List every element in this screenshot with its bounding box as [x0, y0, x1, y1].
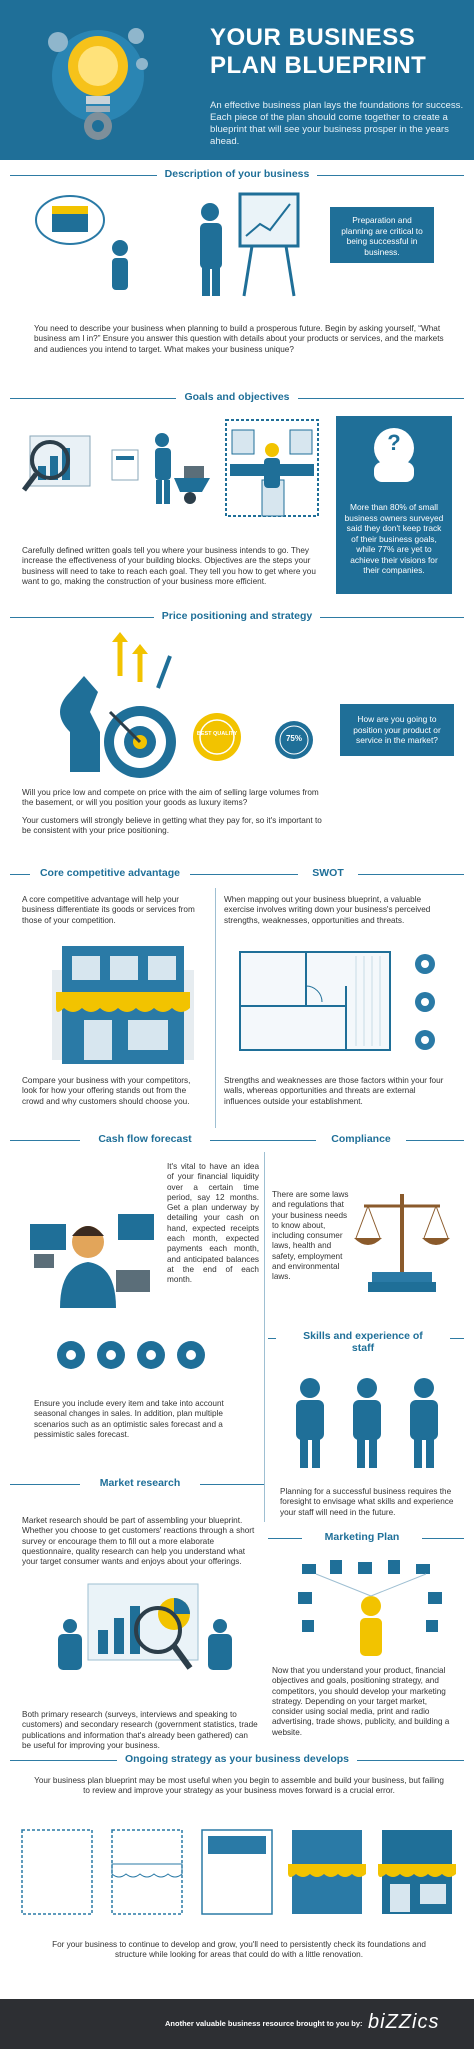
goals-callout-text: More than 80% of small business owners surveyed said they don't keep track of their business goals, while 77% are yet to achieve their visions for their companies. — [344, 502, 444, 575]
section-heading-pricing: Price positioning and strategy — [0, 610, 474, 622]
worker-wheelbarrow-illustration — [150, 430, 220, 510]
marketing-icons-cluster — [296, 1556, 446, 1666]
compliance-body: There are some laws and regulations that your business needs to know about, including consumer laws, health and safety, employment and environmental laws. — [272, 1190, 349, 1282]
page-title: YOUR BUSINESS PLAN BLUEPRINT — [210, 24, 427, 79]
pricing-callout: How are you going to position your product or service in the market? — [340, 704, 454, 756]
section-heading-ongoing: Ongoing strategy as your business develops — [0, 1753, 474, 1765]
pricing-body-1: Will you price low and compete on price with the aim of selling large volumes from the basement, or will you position your goods as luxury items? — [22, 788, 319, 808]
question-mark: ? — [387, 430, 401, 455]
magnifier-chart-illustration — [20, 420, 140, 510]
section-heading-staff: Skills and experience of staff — [276, 1330, 450, 1354]
hero-banner — [0, 0, 474, 160]
store-progression-illustration — [18, 1820, 458, 1920]
section-heading-market: Market research — [80, 1477, 200, 1489]
column-divider — [215, 888, 216, 1128]
description-callout: Preparation and planning are critical to being successful in business. — [330, 207, 434, 263]
cashflow-body-2: Ensure you include every item and take into account seasonal changes in sales. In addition, plan multiple scenarios such as an optimistic sales forecast and a pessimistic sales forecast. — [34, 1399, 224, 1439]
scales-of-justice-icon — [352, 1186, 452, 1296]
market-body-1: Market research should be part of assembling your blueprint. Whether you choose to get customers' reactions through a short survey or encourage them to fill out a more elaborate questionnaire, quality research can help you understand what your target consumer wants and enjoys about your offerings. — [22, 1516, 255, 1567]
lightbulb-gears-icon — [38, 14, 158, 144]
section-heading-goals: Goals and objectives — [0, 391, 474, 403]
pricing-body-2: Your customers will strongly believe in getting what they pay for, so it's important to be consistent with your price positioning. — [22, 816, 322, 836]
gear-icons-column — [412, 952, 438, 1052]
best-quality-badge-icon — [192, 712, 242, 762]
section-heading-advantage: Core competitive advantage — [30, 867, 190, 879]
ongoing-body-1: Your business plan blueprint may be most useful when you begin to assemble and build your business, but failing to review and improve your strategy as your business moves forward is a crucial error. — [34, 1776, 444, 1796]
marketing-body: Now that you understand your product, financial objectives and goals, positioning strategy, and competitors, you should develop your marketing strategy. Depending on your target market, consider using social media, print and radio advertising, trade shows, publicity, and building a website. — [272, 1666, 450, 1737]
goals-callout — [336, 416, 452, 594]
section-heading-marketing: Marketing Plan — [302, 1531, 422, 1543]
column-divider — [264, 1152, 265, 1522]
advantage-body-2: Compare your business with your competitors, look for how your offering stands out from the crowd and why customers should choose you. — [22, 1076, 191, 1106]
person-computers-illustration — [30, 1196, 156, 1316]
cashflow-body-1: It's vital to have an idea of your financial liquidity over a certain time period, say 12 months. Get a plan underway by detailing your cash on hand, expected receipts each month, expected payments each month, and anticipated balances at the end of each month. — [167, 1162, 259, 1285]
staff-team-illustration — [292, 1376, 442, 1472]
swot-body-2: Strengths and weaknesses are those factors within your four walls, whereas opportunities and threats are external influences outside your establishment. — [224, 1076, 444, 1106]
weather-icons-row — [56, 1340, 236, 1370]
section-heading-swot: SWOT — [298, 867, 358, 879]
goals-body: Carefully defined written goals tell you where your business intends to go. They increase the effectiveness of your building blocks. Objectives are the steps your business will need to take to reach each goal. They tell you how to get where you want to go, making the construction of your business more efficient. — [22, 546, 316, 586]
section-heading-description: Description of your business — [0, 168, 474, 180]
shop-thought-person-illustration — [30, 190, 130, 290]
ongoing-body-2: For your business to continue to develop and grow, you'll need to persistently check its foundations and structure while looking for areas that could do with a little renovation. — [52, 1940, 426, 1960]
storefront-illustration — [48, 940, 198, 1070]
description-body: You need to describe your business when planning to build a prosperous future. Begin by asking yourself, “What business am I in?” Ensure you answer this question with details about your products or services, and the markets and audiences you intend to target. What makes your business unique? — [34, 324, 444, 354]
presenter-easel-illustration — [190, 190, 310, 300]
advantage-body-1: A core competitive advantage will help your business differentiate its goods or services from those of your competition. — [22, 895, 195, 925]
best-quality-badge-label: BEST QUALITY — [196, 731, 238, 737]
floor-plan-illustration — [236, 946, 426, 1056]
footer-bar — [0, 1999, 474, 2049]
footer-note: Another valuable business resource brought to you by: — [165, 2019, 363, 2028]
market-body-2: Both primary research (surveys, interviews and speaking to customers) and secondary research (government statistics, trade publications and information that's already been gathered) can be useful for improving your business. — [22, 1710, 258, 1750]
intro-text: An effective business plan lays the foundations for success. Each piece of the plan should come together to create a blueprint that will see your business prosper in the years ahead. — [210, 100, 464, 147]
brand-logo[interactable]: biZZics — [368, 2011, 440, 2033]
chess-target-growth-illustration — [40, 632, 190, 782]
percent-badge-label: 75% — [285, 734, 302, 743]
swot-body-1: When mapping out your business blueprint, a valuable exercise involves writing down your business's perceived strengths, weaknesses, opportunities and threats. — [224, 895, 431, 925]
building-under-construction-illustration — [222, 410, 322, 520]
section-heading-compliance: Compliance — [316, 1133, 406, 1145]
section-heading-cashflow: Cash flow forecast — [80, 1133, 210, 1145]
research-dashboard-illustration — [58, 1574, 248, 1684]
staff-body: Planning for a successful business requires the foresight to envisage what skills and experience your staff will need in the future. — [280, 1487, 454, 1517]
